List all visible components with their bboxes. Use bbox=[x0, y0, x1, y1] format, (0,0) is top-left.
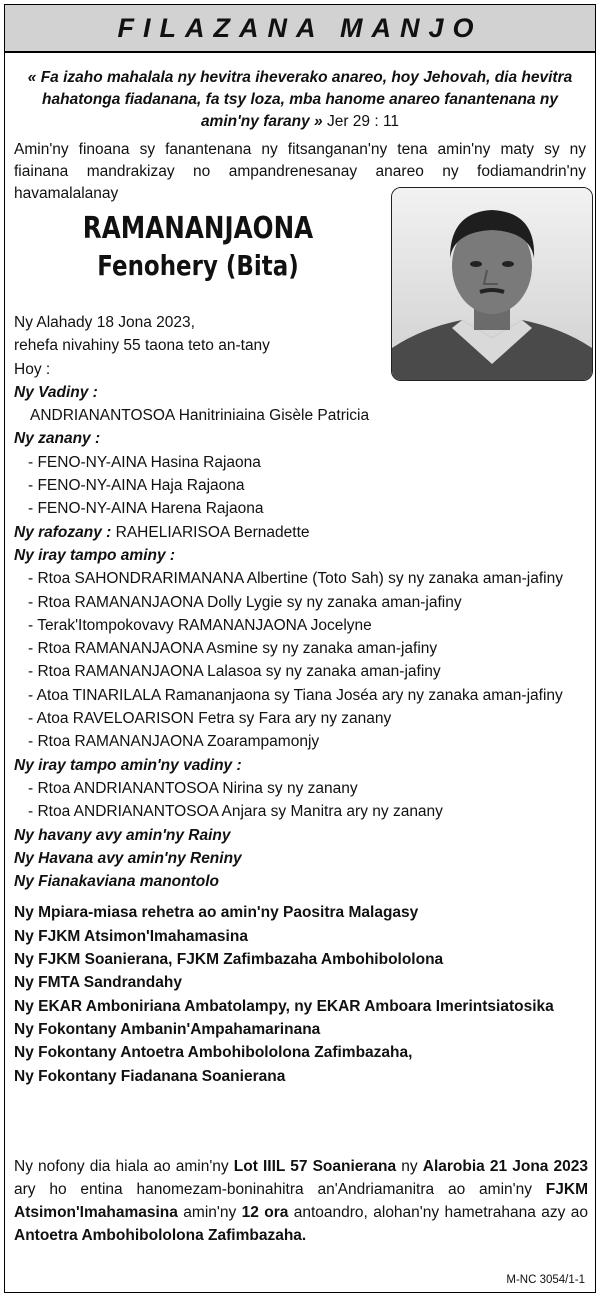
list-item: - Atoa RAVELOARISON Fetra sy Fara ary ny zanany bbox=[28, 710, 392, 728]
bible-verse bbox=[5, 53, 595, 133]
extended-family-line: Ny Fianakaviana manontolo bbox=[14, 873, 219, 891]
organization-line: Ny Fokontany Fiadanana Soanierana bbox=[14, 1067, 286, 1085]
list-item: - Rtoa RAMANANJAONA Lalasoa sy ny zanaka aman-jafiny bbox=[28, 663, 441, 681]
list-item: - FENO-NY-AINA Hasina Rajaona bbox=[28, 453, 261, 471]
deceased-surname: RAMANANJAONA bbox=[82, 211, 314, 246]
organization-line: Ny FJKM Soanierana, FJKM Zafimbazaha Ambohibololona bbox=[14, 951, 444, 969]
iray-tampo-label: Ny iray tampo aminy : bbox=[14, 546, 176, 564]
closing-date: Alarobia 21 Jona 2023 bbox=[422, 1158, 589, 1175]
death-age: rehefa nivahiny 55 taona teto an-tany bbox=[14, 337, 270, 355]
reference-code: M-NC 3054/1-1 bbox=[506, 1274, 585, 1286]
rafozany-name: RAHELIARISOA Bernadette bbox=[111, 523, 310, 541]
vadiny-name: ANDRIANANTOSOA Hanitriniaina Gisèle Patricia bbox=[30, 407, 370, 425]
organization-line: Ny FJKM Atsimon'Imahamasina bbox=[14, 927, 248, 945]
rafozany-label: Ny rafozany : bbox=[14, 523, 112, 541]
obituary-notice bbox=[4, 4, 596, 1293]
funeral-details bbox=[14, 1155, 588, 1247]
header-banner bbox=[5, 5, 595, 53]
closing-time: 12 ora bbox=[241, 1204, 289, 1221]
iray-tampo-vadiny-label: Ny iray tampo amin'ny vadiny : bbox=[14, 756, 242, 774]
deceased-name bbox=[5, 211, 391, 285]
list-item: - Rtoa ANDRIANANTOSOA Anjara sy Manitra ary ny zanany bbox=[28, 803, 443, 821]
verse-text: « Fa izaho mahalala ny hevitra iheverako anareo, hoy Jehovah, dia hevitra hahatonga fiadanana, fa tsy loza, mba hanome anareo fanantenana ny amin'ny farany » bbox=[27, 69, 573, 130]
closing-text: amin'ny bbox=[177, 1204, 242, 1221]
organization-line: Ny FMTA Sandrandahy bbox=[14, 974, 182, 992]
closing-location: Lot IIIL 57 Soanierana bbox=[233, 1158, 397, 1175]
extended-family-line: Ny havany avy amin'ny Rainy bbox=[14, 826, 231, 844]
closing-burial-place: Antoetra Ambohibololona Zafimbazaha. bbox=[14, 1227, 307, 1244]
extended-family-line: Ny Havana avy amin'ny Reniny bbox=[14, 849, 242, 867]
hoy-label: Hoy : bbox=[14, 360, 51, 378]
list-item: - Rtoa RAMANANJAONA Dolly Lygie sy ny zanaka aman-jafiny bbox=[28, 593, 462, 611]
list-item: - FENO-NY-AINA Harena Rajaona bbox=[28, 500, 264, 518]
vadiny-label: Ny Vadiny : bbox=[14, 383, 98, 401]
list-item: - Rtoa RAMANANJAONA Zoarampamonjy bbox=[28, 733, 320, 751]
closing-text: Ny nofony dia hiala ao amin'ny bbox=[14, 1158, 234, 1175]
closing-text: ny bbox=[396, 1158, 423, 1175]
closing-text: antoandro, alohan'ny hametrahana azy ao bbox=[288, 1204, 588, 1221]
closing-church: FJKM Atsimon'Imahamasina bbox=[14, 1181, 588, 1221]
list-item: - Rtoa RAMANANJAONA Asmine sy ny zanaka aman-jafiny bbox=[28, 640, 438, 658]
closing-text: ary ho entina hanomezam-boninahitra an'Andriamanitra ao amin'ny bbox=[14, 1181, 546, 1198]
list-item: - Rtoa SAHONDRARIMANANA Albertine (Toto Sah) sy ny zanaka aman-jafiny bbox=[28, 570, 563, 588]
intro-paragraph: Amin'ny finoana sy fanantenana ny fitsanganan'ny tena amin'ny maty sy ny fiainana mandrakizay no ampandrenesanay anareo ny fodiamandrin'ny havamalalanay bbox=[14, 141, 586, 202]
zanany-label: Ny zanany : bbox=[14, 430, 101, 448]
death-date: Ny Alahady 18 Jona 2023, bbox=[14, 314, 195, 331]
organization-line: Ny Fokontany Ambanin'Ampahamarinana bbox=[14, 1020, 321, 1038]
header-title: FILAZANA MANJO bbox=[117, 12, 483, 43]
list-item: - Atoa TINARILALA Ramananjaona sy Tiana Joséa ary ny zanaka aman-jafiny bbox=[28, 686, 563, 704]
organization-line: Ny EKAR Amboniriana Ambatolampy, ny EKAR Amboara Imerintsiatosika bbox=[14, 997, 554, 1015]
list-item: - FENO-NY-AINA Haja Rajaona bbox=[28, 477, 245, 495]
family-list bbox=[14, 311, 588, 1088]
list-item: - Rtoa ANDRIANANTOSOA Nirina sy ny zanany bbox=[28, 779, 358, 797]
organization-line: Ny Mpiara-miasa rehetra ao amin'ny Paositra Malagasy bbox=[14, 904, 419, 922]
verse-reference: Jer 29 : 11 bbox=[322, 113, 400, 130]
organization-line: Ny Fokontany Antoetra Ambohibololona Zafimbazaha, bbox=[14, 1044, 413, 1062]
deceased-firstname: Fenohery (Bita) bbox=[97, 249, 299, 282]
list-item: - Terak'Itompokovavy RAMANANJAONA Jocelyne bbox=[28, 616, 372, 634]
